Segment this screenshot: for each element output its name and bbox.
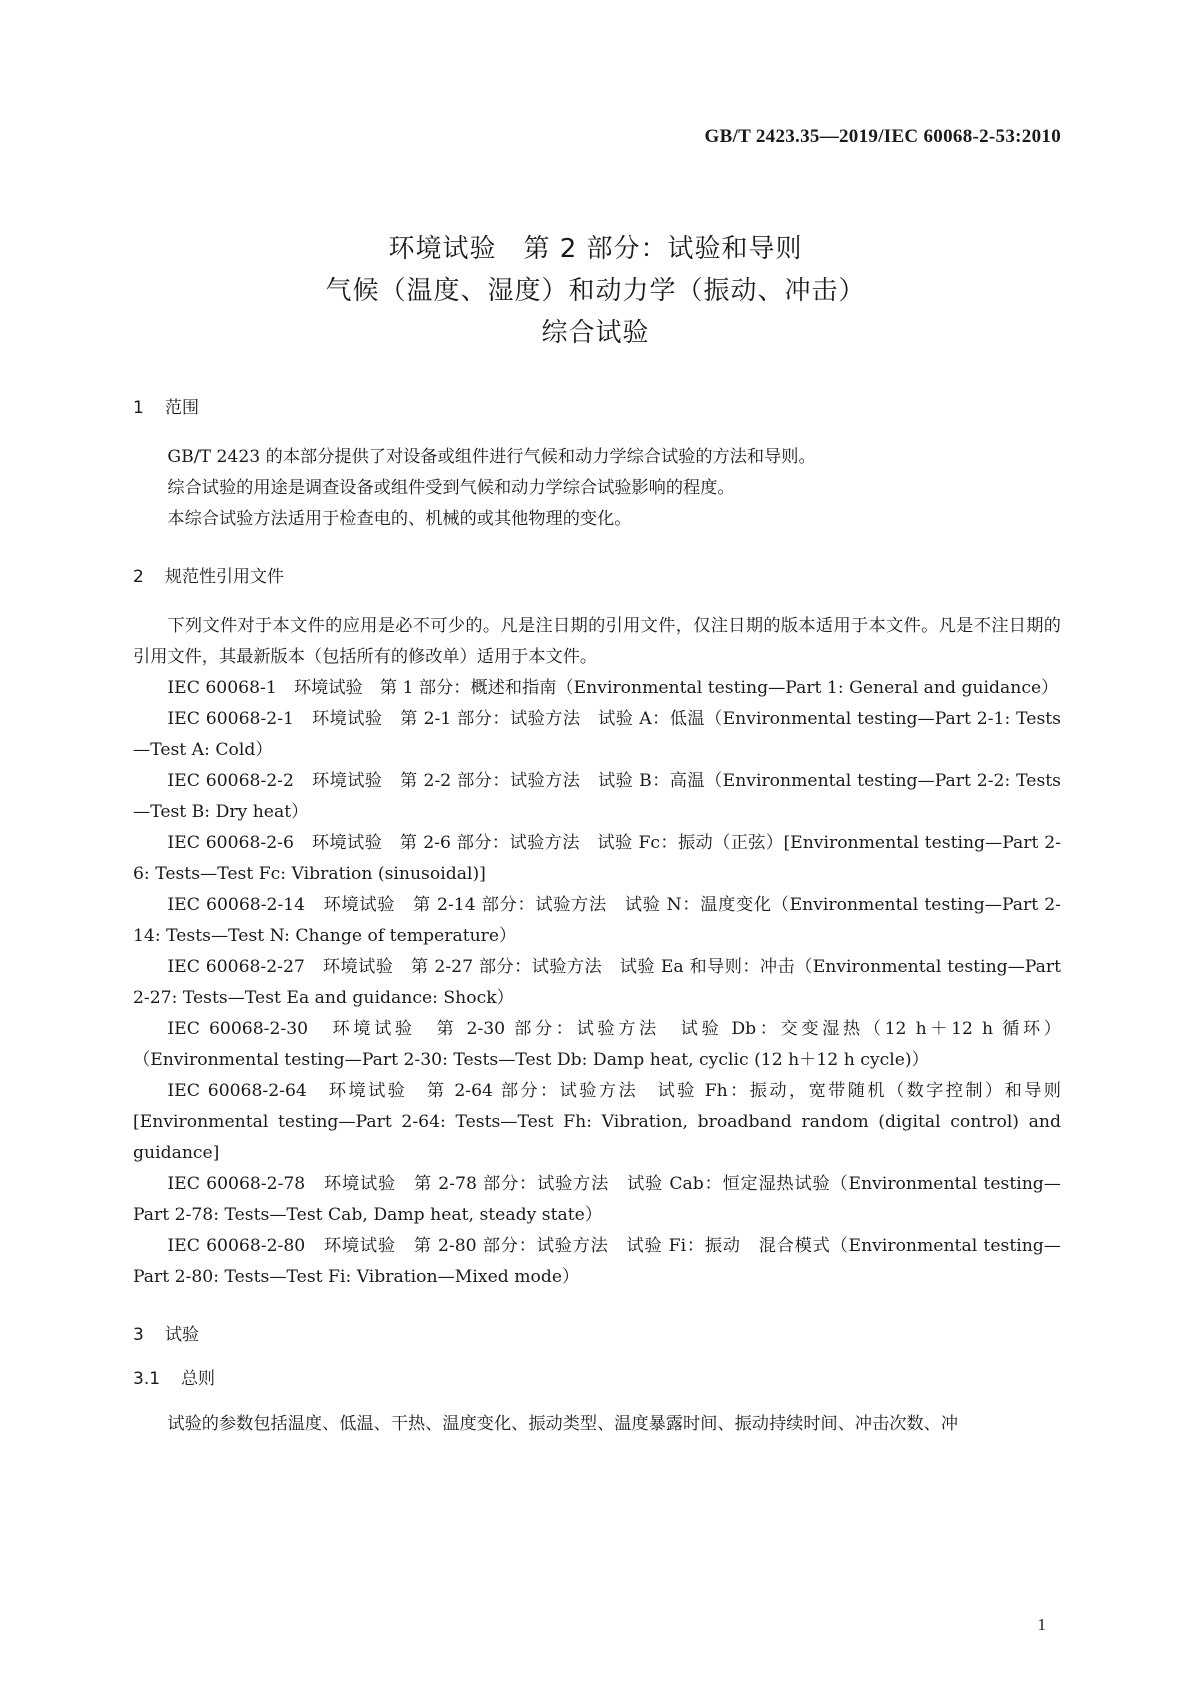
section-title: 范围 (165, 398, 199, 418)
subsection-number: 3.1 (133, 1369, 161, 1389)
reference-item: IEC 60068-2-2 环境试验 第 2-2 部分：试验方法 试验 B：高温（Environmental testing—Part 2-2: Tests—Test B: Dry heat） (133, 771, 1061, 822)
title-line-1: 环境试验 第 2 部分：试验和导则 (388, 234, 803, 264)
scope-paragraph: 综合试验的用途是调查设备或组件受到气候和动力学综合试验影响的程度。 (167, 478, 735, 498)
reference-item: IEC 60068-2-64 环境试验 第 2-64 部分：试验方法 试验 Fh：振动，宽带随机（数字控制）和导则 [Environmental testing—Part 2-64: Tests—Test Fh: Vibration, broadband random (digital control) and guidance] (133, 1081, 1061, 1163)
document-body (133, 394, 1061, 1440)
standard-code: GB/T 2423.35—2019/IEC 60068-2-53:2010 (704, 126, 1061, 147)
title-line-2: 气候（温度、湿度）和动力学（振动、冲击） (325, 276, 866, 306)
reference-item: IEC 60068-1 环境试验 第 1 部分：概述和指南（Environmental testing—Part 1: General and guidance） (167, 678, 1059, 698)
general-paragraph: 试验的参数包括温度、低温、干热、温度变化、振动类型、温度暴露时间、振动持续时间、冲击次数、冲 (167, 1414, 959, 1434)
section-3-heading (133, 1321, 1061, 1349)
section-2-heading (133, 563, 1061, 591)
subsection-3-1-heading (133, 1365, 1061, 1393)
section-title: 规范性引用文件 (165, 567, 284, 587)
section-number: 1 (133, 398, 144, 418)
scope-paragraph: 本综合试验方法适用于检查电的、机械的或其他物理的变化。 (167, 509, 632, 529)
reference-item: IEC 60068-2-30 环境试验 第 2-30 部分：试验方法 试验 Db：交变湿热（12 h＋12 h 循环）（Environmental testing—Part 2-30: Tests—Test Db: Damp heat, cyclic (12 h＋12 h cycle)） (133, 1019, 1061, 1070)
reference-item: IEC 60068-2-27 环境试验 第 2-27 部分：试验方法 试验 Ea 和导则：冲击（Environmental testing—Part 2-27: Tests—Test Ea and guidance: Shock） (133, 957, 1061, 1008)
reference-item: IEC 60068-2-78 环境试验 第 2-78 部分：试验方法 试验 Cab：恒定湿热试验（Environmental testing—Part 2-78: Tests—Test Cab, Damp heat, steady state） (133, 1174, 1061, 1225)
reference-item: IEC 60068-2-1 环境试验 第 2-1 部分：试验方法 试验 A：低温（Environmental testing—Part 2-1: Tests—Test A: Cold） (133, 709, 1061, 760)
normative-references-intro: 下列文件对于本文件的应用是必不可少的。凡是注日期的引用文件，仅注日期的版本适用于本文件。凡是不注日期的引用文件，其最新版本（包括所有的修改单）适用于本文件。 (133, 616, 1061, 667)
section-number: 2 (133, 567, 144, 587)
reference-item: IEC 60068-2-6 环境试验 第 2-6 部分：试验方法 试验 Fc：振动（正弦）[Environmental testing—Part 2-6: Tests—Test Fc: Vibration (sinusoidal)] (133, 833, 1061, 884)
section-title: 试验 (165, 1325, 199, 1345)
subsection-title: 总则 (181, 1369, 215, 1389)
reference-item: IEC 60068-2-80 环境试验 第 2-80 部分：试验方法 试验 Fi：振动 混合模式（Environmental testing—Part 2-80: Tests—Test Fi: Vibration—Mixed mode） (133, 1236, 1061, 1287)
reference-item: IEC 60068-2-14 环境试验 第 2-14 部分：试验方法 试验 N：温度变化（Environmental testing—Part 2-14: Tests—Test N: Change of temperature） (133, 895, 1061, 946)
document-title (0, 228, 1191, 354)
scope-paragraph: GB/T 2423 的本部分提供了对设备或组件进行气候和动力学综合试验的方法和导则。 (167, 447, 816, 467)
section-number: 3 (133, 1325, 144, 1345)
title-line-3: 综合试验 (541, 318, 650, 348)
page-number: 1 (1037, 1615, 1046, 1634)
section-1-heading (133, 394, 1061, 422)
